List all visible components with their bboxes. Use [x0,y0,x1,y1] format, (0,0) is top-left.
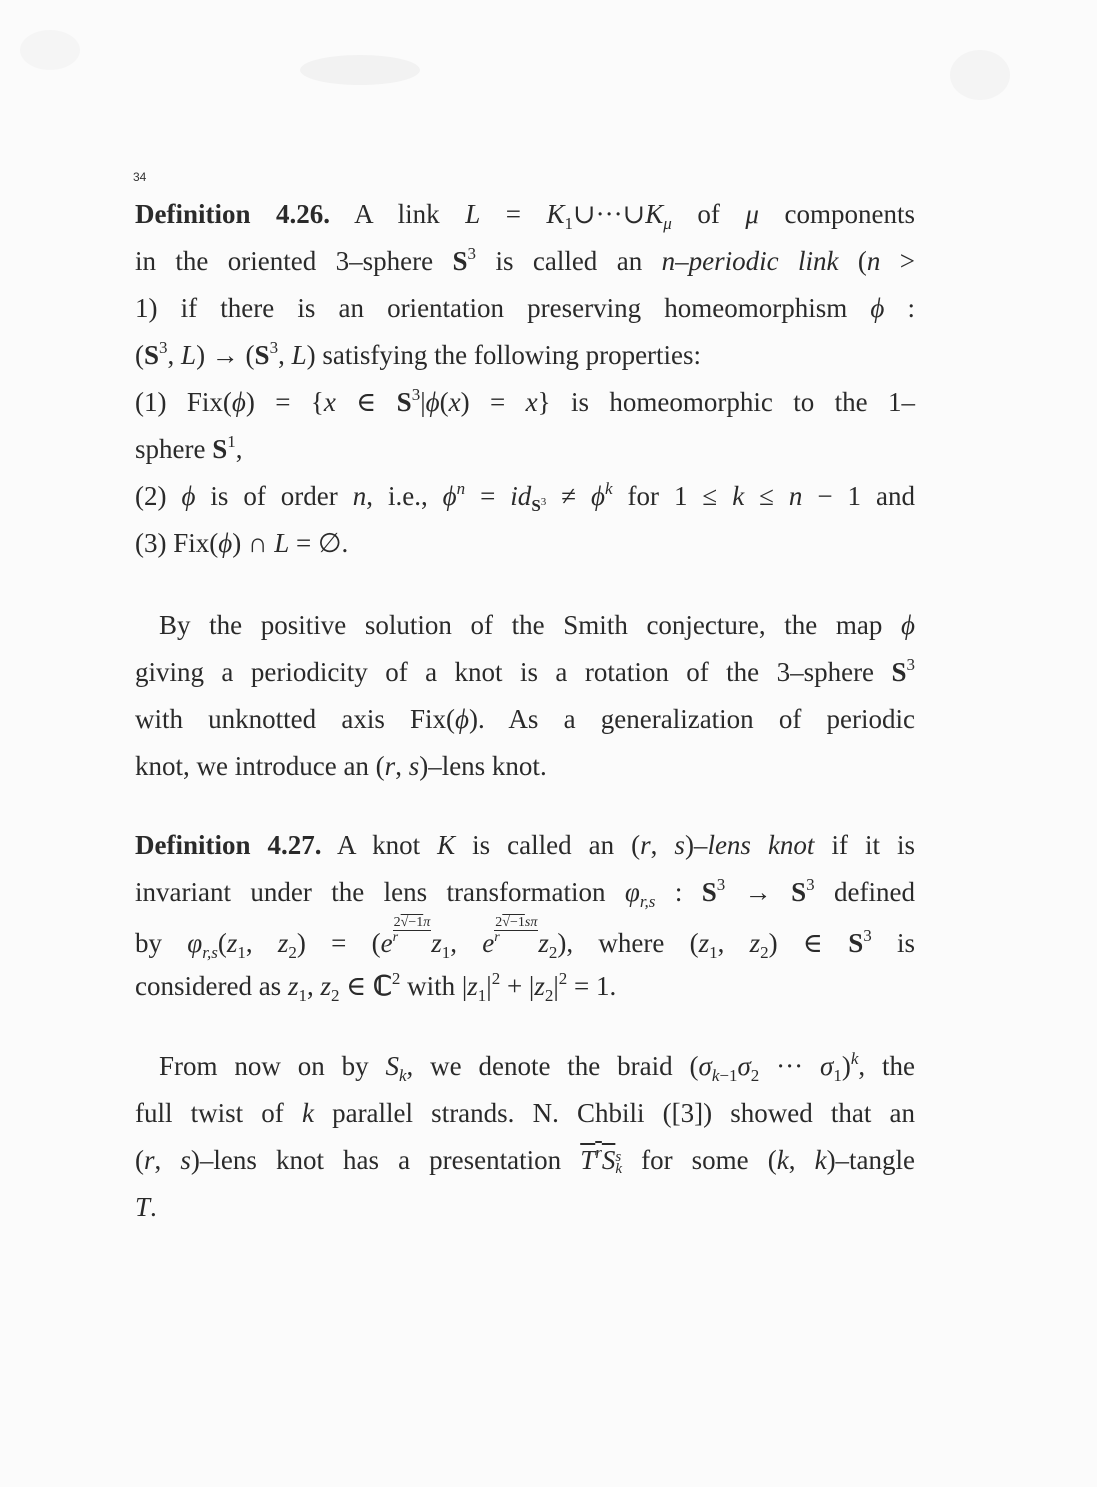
definition-4-26 [135,191,915,567]
text-line: sphere $S^1$, [135,432,243,464]
text-line: T. [135,1192,157,1222]
text-line: in the oriented 3–sphere $S^3$ is called an n–periodic link (n > [135,244,915,276]
text-line: (2) ϕ is of order n, i.e., $\phi^n = id_{S^3} \ne \phi^k$ for 1 ≤ k ≤ n − 1 and [135,479,915,515]
text-line: Definition 4.27. A knot K is called an (r, s)–lens knot if it is [135,830,915,860]
text-line: full twist of k parallel strands. N. Chbili ([3]) showed that an [135,1098,915,1128]
text-line: (r, s)–lens knot has a presentation $T^rS$ s k for some (k, k)–tangle [135,1143,916,1177]
text-line: ($S^3$, $L) \to (S^3$, L) satisfying the following properties: [135,338,702,370]
text-line: invariant under the lens transformation $\varphi_{r,s}$ : $S^3 \to S^3$ defined [135,875,915,911]
text-line: knot, we introduce an (r, s)–lens knot. [135,751,547,781]
definition-heading: Definition 4.27. [135,830,322,860]
scan-speck [20,30,80,70]
text-line: considered as $z_1$, $z_2$ ∈ ℂ$^2$ with $|z_1|^2 + |z_2|^2 = 1$. [135,969,617,1005]
text-line: Definition 4.26. A link $L = K_1\cup\cdot\cdot\cdot\cup K_\mu$ of μ components [135,199,915,233]
text-line: 1) if there is an orientation preserving homeomorphism ϕ : [135,293,915,323]
text-line: (3) Fix(ϕ) ∩ L = ∅. [135,528,349,558]
page-number: 34 [133,170,147,184]
text-line: with unknotted axis Fix(ϕ). As a generalization of periodic [135,704,915,734]
scan-speck [950,50,1010,100]
definition-4-27 [135,822,915,1010]
text-line: giving a periodicity of a knot is a rotation of the 3–sphere $S^3$ [135,655,915,687]
definition-heading: Definition 4.26. [135,199,331,229]
text-line: (1) Fix(ϕ) = {x ∈ $S^3|\phi(x) = x$} is homeomorphic to the 1– [135,385,916,417]
text-line: From now on by $S_k$, we denote the braid ($\sigma_{k-1}\sigma_2$ ··· $\sigma_1)^k$, the [159,1049,915,1085]
text-line: by $\varphi_{r,s}(z_1$, $z_2) = (e$ $\frac{2√-1\pi}{r}$ $z_1$, e $\frac{2√-1s\pi}{r}$ $z_2$), where ($z_1$, $z_2$) ∈ $S^3$ is [135,915,916,962]
paragraph-full-twist [135,1043,915,1231]
text-line: By the positive solution of the Smith conjecture, the map ϕ [159,610,915,640]
paragraph-smith-conjecture [135,602,915,790]
scan-speck [300,55,420,85]
